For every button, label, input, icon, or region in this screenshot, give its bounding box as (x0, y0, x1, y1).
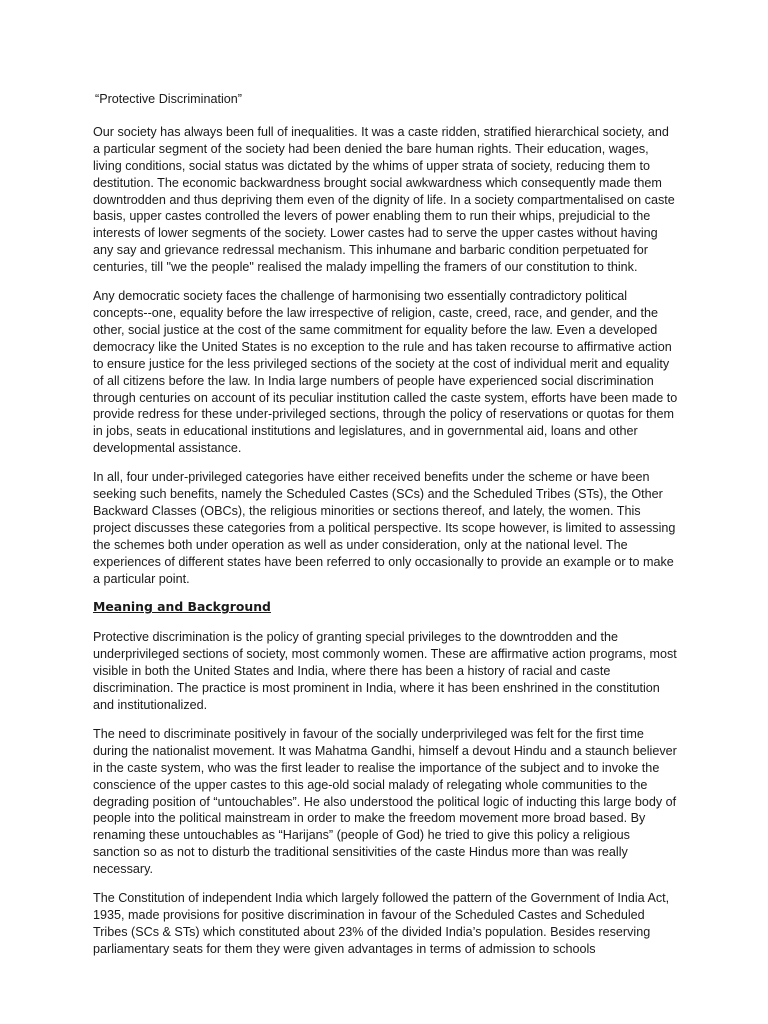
paragraph-section-2: The need to discriminate positively in favour of the socially underprivileged was felt for the first time during the nationalist movement. It was Mahatma Gandhi, himself a devout Hindu and a staunch believer in the caste system, who was the first leader to realise the importance of the subject and to invoke the conscience of the upper castes to this age-old social malady of relegating whole communities to the degrading position of “untouchables”. He also understood the political logic of inducting this large body of people into the political mainstream in order to make the freedom movement more broad based. By renaming these untouchables as “Harijans” (people of God) he tried to give this policy a religious sanction so as not to disturb the traditional sensitivities of the caste Hindus more than was really necessary. (93, 726, 677, 877)
paragraph-section-3: The Constitution of independent India which largely followed the pattern of the Government of India Act, 1935, made provisions for positive discrimination in favour of the Scheduled Castes and Scheduled Tribes (SCs & STs) which constituted about 23% of the divided India’s population. Besides reserving parliamentary seats for them they were given advantages in terms of admission to schools (93, 891, 670, 956)
document-body (93, 91, 678, 970)
paragraph-intro-2: Any democratic society faces the challenge of harmonising two essentially contradictory political concepts--one, equality before the law irrespective of religion, caste, creed, race, and gender, and the other, social justice at the cost of the same commitment for equality before the law. Even a developed democracy like the United States is no exception to the rule and has taken recourse to affirmative action to ensure justice for the less privileged sections of the society at the cost of individual merit and equality of all citizens before the law. In India large numbers of people have experienced social discrimination through centuries on account of its peculiar institution called the caste system, efforts have been made to provide redress for these under-privileged sections, through the policy of reservations or quotas for them in jobs, seats in educational institutions and legislatures, and in governmental aid, loans and other developmental assistance. (93, 289, 678, 456)
paragraph-intro-1: Our society has always been full of inequalities. It was a caste ridden, stratified hierarchical society, and a particular segment of the society had been denied the bare human rights. Their education, wages, living conditions, social status was dictated by the whims of upper strata of society, reducing them to destitution. The economic backwardness brought social awkwardness which consequently made them downtrodden and thus depriving them even of the dignity of life. In a society compartmentalised on caste basis, upper castes controlled the levers of power enabling them to run their whips, prejudicial to the interests of lower segments of the society. Lower castes had to serve the upper castes without having any say and grievance redressal mechanism. This inhumane and barbaric condition perpetuated for centuries, till "we the people" realised the malady impelling the framers of our constitution to think. (93, 124, 675, 275)
paragraph-section-1: Protective discrimination is the policy of granting special privileges to the downtrodden and the underprivileged sections of society, most commonly women. These are affirmative action programs, most visible in both the United States and India, where there has been a history of racial and caste discrimination. The practice is most prominent in India, where it has been enshrined in the constitution and institutionalized. (93, 630, 677, 712)
document-title: “Protective Discrimination” (95, 92, 242, 106)
section-heading-meaning-background: Meaning and Background (93, 599, 271, 615)
paragraph-intro-3: In all, four under-privileged categories have either received benefits under the scheme or have been seeking such benefits, namely the Scheduled Castes (SCs) and the Scheduled Tribes (STs), the Other Backward Classes (OBCs), the religious minorities or sections thereof, and lately, the women. This project discusses these categories from a political perspective. Its scope however, is limited to assessing the schemes both under operation as well as under consideration, only at the national level. The experiences of different states have been referred to only occasionally to provide an example or to make a particular point. (93, 470, 676, 586)
